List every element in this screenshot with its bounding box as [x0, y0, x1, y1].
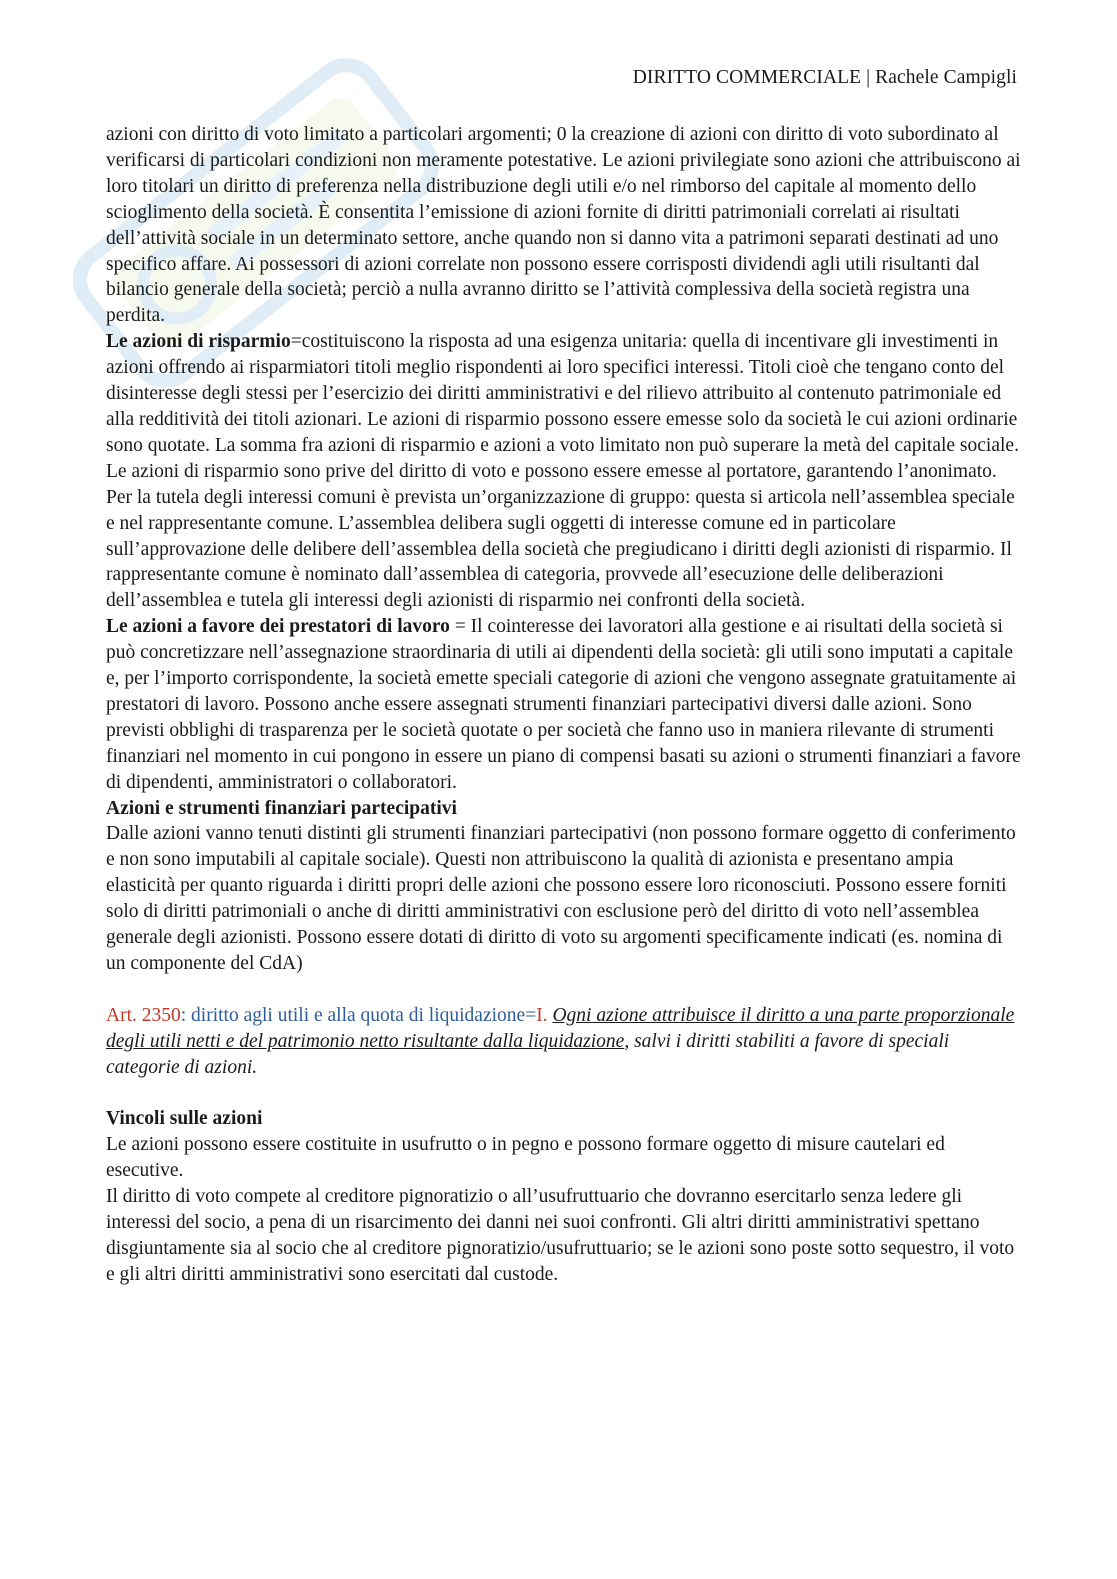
- section-title-risparmio: Le azioni di risparmio: [106, 331, 291, 353]
- page-header: DIRITTO COMMERCIALE | Rachele Campigli: [632, 67, 1017, 88]
- article-title: diritto agli utili e alla quota di liquidazione: [191, 1004, 526, 1026]
- paragraph-vincoli-1: Le azioni possono essere costituite in usufrutto o in pegno e possono formare oggetto di misure cautelari ed esecutive.: [106, 1134, 945, 1182]
- paragraph-text-risparmio: =costituiscono la risposta ad una esigenza unitaria: quella di incentivare gli investimenti in azioni offrendo ai risparmiatori titoli meglio rispondenti ai loro specifici interessi. Titoli cioè che tengano conto del disinteresse degli stessi per l’esercizio dei diritti amministrativi e del rilievo attribuito al contenuto patrimoniale ed alla redditività dei titoli azionari. Le azioni di risparmio possono essere emesse solo da società le cui azioni ordinarie sono quotate. La somma fra azioni di risparmio e azioni a voto limitato non può superare la metà del capitale sociale. Le azioni di risparmio sono prive del diritto di voto e possono essere emesse al portatore, garantendo l’anonimato. Per la tutela degli interessi comuni è prevista un’organizzazione di gruppo: questa si articola nell’assemblea speciale e nel rappresentante comune. L’assemblea delibera sugli oggetti di interesse comune ed in particolare sull’approvazione delle delibere dell’assemblea della società che pregiudicano i diritti degli azionisti di risparmio. Il rappresentante comune è nominato dall’assemblea di categoria, provvede all’esecuzione delle deliberazioni dell’assemblea e tutela gli interessi degli azionisti di risparmio nei confronti della società.: [106, 331, 1019, 612]
- section-title-strumenti: Azioni e strumenti finanziari partecipativi: [106, 797, 457, 819]
- paragraph-vincoli-2: Il diritto di voto compete al creditore pignoratizio o all’usufruttuario che dovranno esercitarlo senza ledere gli interessi del socio, a pena di un risarcimento dei danni nei suoi confronti. Gli altri diritti amministrativi spettano disgiuntamente sia al socio che al creditore pignoratizio/usufruttuario; se le azioni sono poste sotto sequestro, il voto e gli altri diritti amministrativi sono esercitati dal custode.: [106, 1186, 1015, 1285]
- article-comma: I.: [536, 1004, 553, 1026]
- article-number: Art. 2350: [106, 1004, 181, 1026]
- paragraph-azioni-privilegiate: azioni con diritto di voto limitato a particolari argomenti; 0 la creazione di azioni con diritto di voto subordinato al verificarsi di particolari condizioni non meramente potestative. Le azioni privilegiate sono azioni che attribuiscono ai loro titolari un diritto di preferenza nella distribuzione degli utili e/o nel rimborso del capitale al momento dello scioglimento della società. È consentita l’emissione di azioni fornite di diritti patrimoniali correlati ai risultati dell’attività sociale in un determinato settore, anche quando non si danno vita a patrimoni separati destinati ad uno specifico affare. Ai possessori di azioni correlate non possono essere corrisposti dividendi agli utili risultanti dal bilancio generale della società; perciò a nulla avranno diritto se l’attività complessiva della società registra una perdita.: [106, 124, 1021, 327]
- section-title-vincoli: Vincoli sulle azioni: [106, 1108, 263, 1130]
- paragraph-strumenti: Dalle azioni vanno tenuti distinti gli strumenti finanziari partecipativi (non possono formare oggetto di conferimento e non sono imputabili al capitale sociale). Questi non attribuiscono la qualità di azionista e presentano ampia elasticità per quanto riguarda i diritti propri delle azioni che possono essere loro riconosciuti. Possono essere forniti solo di diritti patrimoniali o anche di diritti amministrativi con esclusione però del diritto di voto nell’assemblea generale degli azionisti. Possono essere dotati di diritto di voto su argomenti specificamente indicati (es. nomina di un componente del CdA): [106, 823, 1016, 974]
- paragraph-text-prestatori: = Il cointeresse dei lavoratori alla gestione e ai risultati della società si può concretizzare nell’assegnazione straordinaria di utili ai dipendenti della società: gli utili sono imputati a capitale e, per l’importo corrispondente, la società emette speciali categorie di azioni che vengono assegnate gratuitamente ai prestatori di lavoro. Possono anche essere assegnati strumenti finanziari partecipativi diversi dalle azioni. Sono previsti obblighi di trasparenza per le società quotate o per società che fanno uso in maniera rilevante di strumenti finanziari nel momento in cui pongono in essere un piano di compensi basati su azioni o strumenti finanziari a favore di dipendenti, amministratori o collaboratori.: [106, 616, 1021, 793]
- document-body: [106, 122, 1026, 1288]
- article-colon: :: [180, 1004, 192, 1026]
- article-2350: [106, 1003, 1026, 1081]
- paragraph-prestatori-lavoro: [106, 614, 1026, 795]
- paragraph-azioni-risparmio: [106, 329, 1026, 614]
- article-equals: =: [525, 1004, 537, 1026]
- article-rest-text: , salvi i diritti stabiliti a favore di speciali categorie di azioni.: [106, 1030, 950, 1078]
- article-underlined-text: Ogni azione attribuisce il diritto a una parte proporzionale degli utili netti e del patrimonio netto risultante dalla liquidazione: [106, 1004, 1015, 1052]
- section-title-prestatori: Le azioni a favore dei prestatori di lavoro: [106, 616, 450, 638]
